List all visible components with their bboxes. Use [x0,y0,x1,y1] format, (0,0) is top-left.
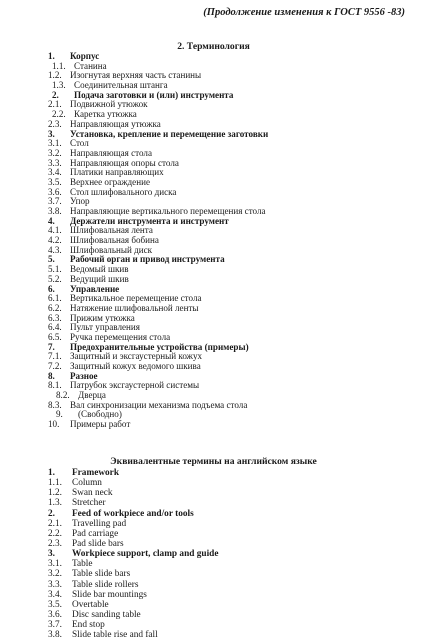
term-text: Направляющая стола [70,147,153,158]
term-item [48,610,418,620]
russian-terms-list [48,52,418,430]
term-text: Pad slide bars [72,538,124,549]
term-text: Framework [72,468,119,478]
term-text: Разное [70,370,98,381]
term-text: Шлифовальная бобина [70,235,159,246]
term-item [48,600,418,610]
term-number: 6.4. [48,322,62,333]
term-item [48,529,418,539]
term-text: Направляющие вертикального перемещения стола [70,206,266,216]
term-number: 3.5. [48,176,62,187]
term-text: Вертикальное перемещение стола [70,293,202,304]
term-text: Держатели инструмента и инструмент [70,215,229,226]
term-number: 9. [56,409,63,420]
term-number: 8. [48,370,55,381]
term-text: Ведомый шкив [70,264,129,275]
term-text: Патрубок эксгаустерной системы [70,380,200,391]
term-number: 1.2. [48,488,62,499]
term-text: Пульт управления [70,322,140,333]
term-number: 3.1. [48,559,62,570]
term-item [48,549,418,559]
term-text: End stop [72,620,105,631]
term-number: 1.2. [48,70,62,81]
term-number: 1.1. [48,478,62,489]
term-number: 4.1. [48,225,62,236]
term-text: Feed of workpiece and/or tools [72,508,194,519]
term-text: Платики направляющих [70,167,164,178]
term-item [48,478,418,488]
term-text: Установка, крепление и перемещение заготовки [70,128,269,139]
term-item [48,188,418,198]
term-number: 6.2. [48,302,62,313]
term-number: 3. [48,128,55,139]
term-item [48,569,418,579]
term-text: Подвижной утюжок [70,99,148,110]
term-number: 1.3. [52,80,66,91]
term-number: 2. [52,89,59,100]
term-item [48,509,418,519]
term-number: 8.2. [56,390,70,401]
term-text: (Свободно) [78,409,122,420]
term-item [48,590,418,600]
term-text: Защитный и эксгаустерный кожух [70,351,203,362]
term-text: Workpiece support, clamp and guide [72,549,219,560]
term-text: Стол шлифовального диска [70,186,177,197]
english-terms-list [48,468,418,640]
term-number: 3.2. [48,147,62,158]
term-number: 1. [48,51,55,61]
term-text: Рабочий орган и привод инструмента [70,254,225,265]
term-number: 3.8. [48,630,62,641]
section-title-terminology: 2. Терминология [177,41,250,52]
term-item [48,580,418,590]
term-number: 3.1. [48,138,62,149]
term-text: Дверца [78,390,106,401]
term-text: Шлифовальный диск [70,244,153,255]
term-text: Корпус [70,51,100,61]
term-text: Slide table rise and fall [72,630,158,641]
term-number: 2. [48,508,55,519]
term-text: Disc sanding table [72,609,141,620]
term-number: 6.1. [48,293,62,304]
term-text: Стол [70,138,89,149]
term-number: 3.6. [48,186,62,197]
term-number: 4.3. [48,244,62,255]
term-number: 6.3. [48,312,62,323]
term-number: 3.2. [48,569,62,580]
term-text: Натяжение шлифовальной ленты [70,302,199,313]
page-header: (Продолжение изменения к ГОСТ 9556 -83) [203,7,405,18]
term-text: Направляющая утюжка [70,118,161,129]
term-number: 3.3. [48,157,62,168]
term-text: Pad carriage [72,528,119,539]
term-number: 2.2. [48,528,62,539]
term-text: Примеры работ [70,419,131,430]
term-number: 6. [48,283,55,294]
term-number: 3.6. [48,609,62,620]
term-text: Станина [74,60,107,71]
term-number: 1.1. [52,60,66,71]
term-number: 4.2. [48,235,62,246]
term-number: 3.4. [48,589,62,600]
term-text: Ведущий шкив [70,273,129,284]
term-text: Ручка перемещения стола [70,331,171,342]
term-text: Прижим утюжка [70,312,135,323]
term-text: Stretcher [72,498,106,509]
term-number: 8.1. [48,380,62,391]
term-number: 3.5. [48,599,62,610]
term-item [48,468,418,478]
term-text: Table [72,559,93,570]
term-text: Column [72,478,102,489]
term-number: 8.3. [48,399,62,410]
term-item [48,362,418,372]
term-text: Overtable [72,599,109,610]
term-text: Соединительная штанга [74,80,168,91]
term-number: 2.2. [52,109,66,120]
term-number: 1. [48,468,55,478]
term-item [48,539,418,549]
term-text: Упор [70,196,90,207]
term-number: 10. [48,419,60,430]
term-number: 5. [48,254,55,265]
term-text: Каретка утюжка [74,109,137,120]
term-number: 2.3. [48,538,62,549]
term-text: Подача заготовки и (или) инструмента [74,89,234,100]
term-text: Swan neck [72,488,113,499]
term-number: 1.3. [48,498,62,509]
term-text: Вал синхронизации механизма подъема стола [70,399,248,410]
term-number: 7.1. [48,351,62,362]
term-number: 3.7. [48,620,62,631]
term-item [48,498,418,508]
term-text: Верхнее ограждение [70,176,150,187]
term-item [48,620,418,630]
term-number: 2.3. [48,118,62,129]
term-text: Table slide bars [72,569,131,580]
section-title-english-equivalents: Эквивалентные термины на английском языке [110,456,317,467]
term-text: Изогнутая верхняя часть станины [70,70,202,81]
term-item [48,488,418,498]
term-number: 2.1. [48,99,62,110]
term-item [48,130,418,140]
term-text: Slide bar mountings [72,589,147,600]
term-text: Управление [70,283,120,294]
term-number: 7.2. [48,361,62,371]
term-item [48,519,418,529]
term-number: 3.4. [48,167,62,178]
term-number: 7. [48,341,55,352]
term-number: 3.3. [48,579,62,590]
term-number: 3.7. [48,196,62,207]
term-number: 4. [48,215,55,226]
term-item [48,420,418,430]
term-number: 5.2. [48,273,62,284]
term-number: 3.8. [48,206,62,216]
term-text: Travelling pad [72,518,127,529]
term-text: Предохранительные устройства (примеры) [70,341,249,352]
term-number: 2.1. [48,518,62,529]
term-number: 3. [48,549,55,560]
term-text: Шлифовальная лента [70,225,153,236]
term-text: Table slide rollers [72,579,139,590]
term-item [48,559,418,569]
term-text: Направляющая опоры стола [70,157,179,168]
term-text: Защитный кожух ведомого шкива [70,361,201,371]
term-number: 5.1. [48,264,62,275]
term-number: 6.5. [48,331,62,342]
term-item [48,630,418,640]
